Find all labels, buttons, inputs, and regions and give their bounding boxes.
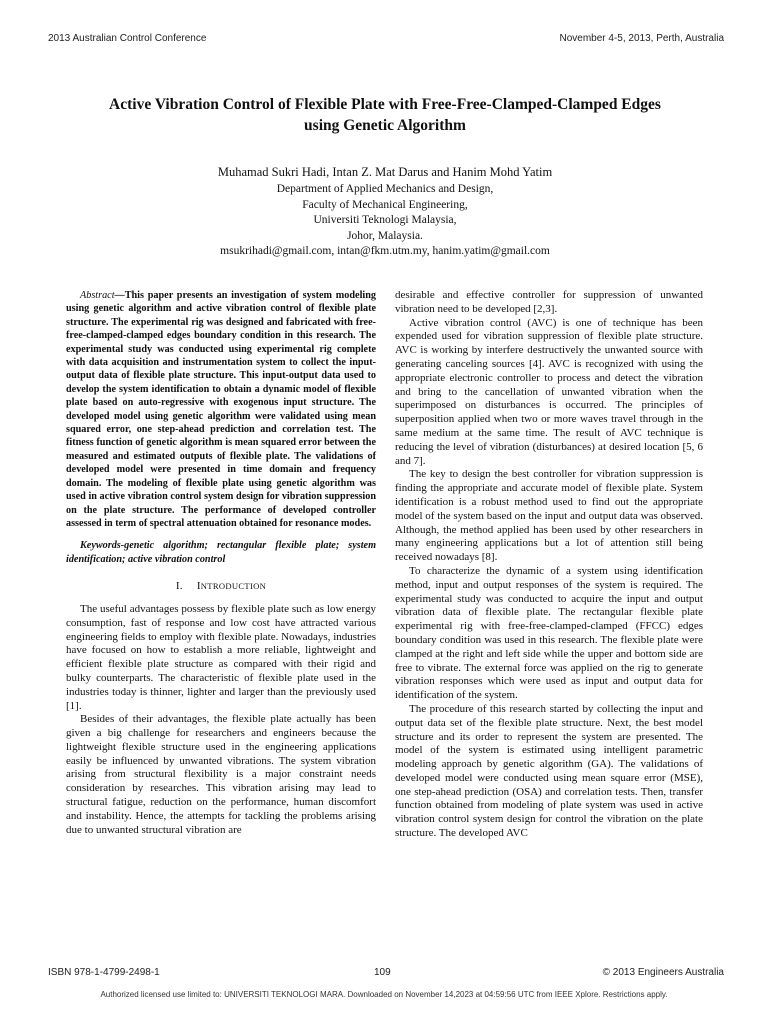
- abstract-text: This paper presents an investigation of system modeling using genetic algorithm and active vibration control of flexible plate structure. The experimental rig was designed and fabricated with free-free-clamped-clamped edges boundary condition in this research. The experimental study was conducted using experimental rig complete with data acquisition and instrumentation system to collect the input-output data of flexible plate structure. This input-output data used to develop the system identification to obtain a dynamic model of flexible plate based on auto-regressive with exogenous input structure. The developed model using genetic algorithm were validated using mean squared error, one step-ahead prediction and correlation test. The fitness function of genetic algorithm is mean squared error between the measured and estimated outputs of flexible plate. The validations of developed model were presented in time domain and frequency domain. The modeling of flexible plate using genetic algorithm was used in active vibration control system design for vibration suppression on the plate structure. The performance of developed controller assessed in term of spectral attenuation obtained for resonance modes.: [66, 290, 376, 529]
- isbn: ISBN 978-1-4799-2498-1: [48, 967, 160, 978]
- affiliation-line: Faculty of Mechanical Engineering,: [302, 198, 468, 211]
- affiliation-block: [60, 182, 710, 260]
- title-line: using Genetic Algorithm: [304, 117, 466, 134]
- conference-name: 2013 Australian Control Conference: [48, 33, 207, 44]
- section-heading-introduction: [66, 580, 376, 594]
- abstract: [66, 289, 376, 530]
- author-emails: msukrihadi@gmail.com, intan@fkm.utm.my, hanim.yatim@gmail.com: [220, 245, 550, 258]
- paragraph: Besides of their advantages, the flexible plate actually has been given a big challenge for researchers and engineers because the lightweight flexible structure used in the engineering applications easily be influenced by unwanted vibrations. The system vibration arising from structural flexibility is a major constraint needs consideration by researches. This vibration arising may lead to structural fatigue, reduction on the performance, human discomfort and instability. Hence, the attempts for tackling the problems arising due to unwanted structural vibration are: [66, 713, 376, 836]
- paragraph: The procedure of this research started by collecting the input and output data set of the flexible plate structure. Next, the best model structure and its order to represent the system are presented. The model of the system is estimated using intelligent parametric modeling approach by genetic algorithm (GA). The validations of developed model were conducted using mean square error (MSE), one step-ahead prediction (OSA) and correlation tests. Then, transfer function obtained from modeling of plate system was used in active vibration control system design for control the vibration on the plate structure. The developed AVC: [395, 702, 703, 840]
- keywords: Keywords-genetic algorithm; rectangular flexible plate; system identification; active vibration control: [66, 540, 376, 565]
- license-notice: Authorized licensed use limited to: UNIVERSITI TEKNOLOGI MARA. Downloaded on November 14,2023 at 04:59:56 UTC from IEEE Xplore. Restrictions apply.: [100, 990, 668, 999]
- paragraph: The useful advantages possess by flexible plate such as low energy consumption, fast of response and low cost have attracted various engineering fields to employ with flexible plate. Nowadays, industries have focused on how to establish a more reliable, lightweight and efficient flexible plate structure as compared with their rigid and bulky counterparts. The characteristic of flexible plate used in the industries today is thinner, lighter and larger than the previously used [1].: [66, 602, 376, 712]
- title-line: Active Vibration Control of Flexible Plate with Free-Free-Clamped-Clamped Edges: [109, 96, 661, 113]
- section-title-rest: NTRODUCTION: [200, 581, 267, 592]
- page-number: 109: [374, 967, 391, 978]
- author-list: [60, 164, 710, 180]
- paper-title: [60, 94, 710, 136]
- left-column: [66, 289, 376, 837]
- paragraph: To characterize the dynamic of a system using identification method, input and output responses of the system is required. The experimental study was conducted to acquire the input and output vibration data of flexible plate. The rectangular flexible plate experimental rig with free-free-clamped-clamped (FFCC) edges boundary condition was used in this research. The flexible plate were clamped at the right and left side while the upper and bottom side are free to vibrate. The external force was applied on the rig to generate vibration responses which were used as input and output data for identification of the system.: [395, 564, 703, 702]
- conference-date: November 4-5, 2013, Perth, Australia: [559, 33, 724, 44]
- paragraph: The key to design the best controller for vibration suppression is finding the appropriate and accurate model of flexible plate. System identification is a robust method used to find out the appropriate model of the system based on the input and output data was observed. Although, the method applied has been used by other researchers in many engineering applications but a lot of attention still being received nowadays [8].: [395, 468, 703, 564]
- affiliation-line: Department of Applied Mechanics and Design,: [276, 183, 494, 195]
- authors-text: Muhamad Sukri Hadi, Intan Z. Mat Darus and Hanim Mohd Yatim: [217, 165, 553, 179]
- abstract-label: Abstract: [80, 290, 115, 301]
- section-number: I.: [175, 580, 183, 593]
- paragraph: desirable and effective controller for suppression of unwanted vibration need to be developed [2,3].: [395, 289, 703, 315]
- copyright: © 2013 Engineers Australia: [602, 967, 724, 978]
- right-column: [395, 289, 703, 841]
- paragraph: Active vibration control (AVC) is one of technique has been expended used for vibration suppression of flexible plate structure. AVC is working by interfere destructively the unwanted source with generating canceling sources [4]. AVC is recognized with using the appropriate electronic controller to process and detect the vibration and bring to the cancellation of unwanted vibration when the superimposed on disturbances is occurred. The principles of superposition applied when two or more waves travel through in the same medium at the same time. The result of AVC technique is reducing the level of vibration (disturbances) at desired location [5, 6 and 7].: [395, 316, 703, 467]
- abstract-dash: —: [114, 290, 125, 301]
- section-title-initial: I: [196, 580, 201, 593]
- affiliation-line: Johor, Malaysia.: [347, 229, 423, 242]
- affiliation-line: Universiti Teknologi Malaysia,: [313, 214, 457, 227]
